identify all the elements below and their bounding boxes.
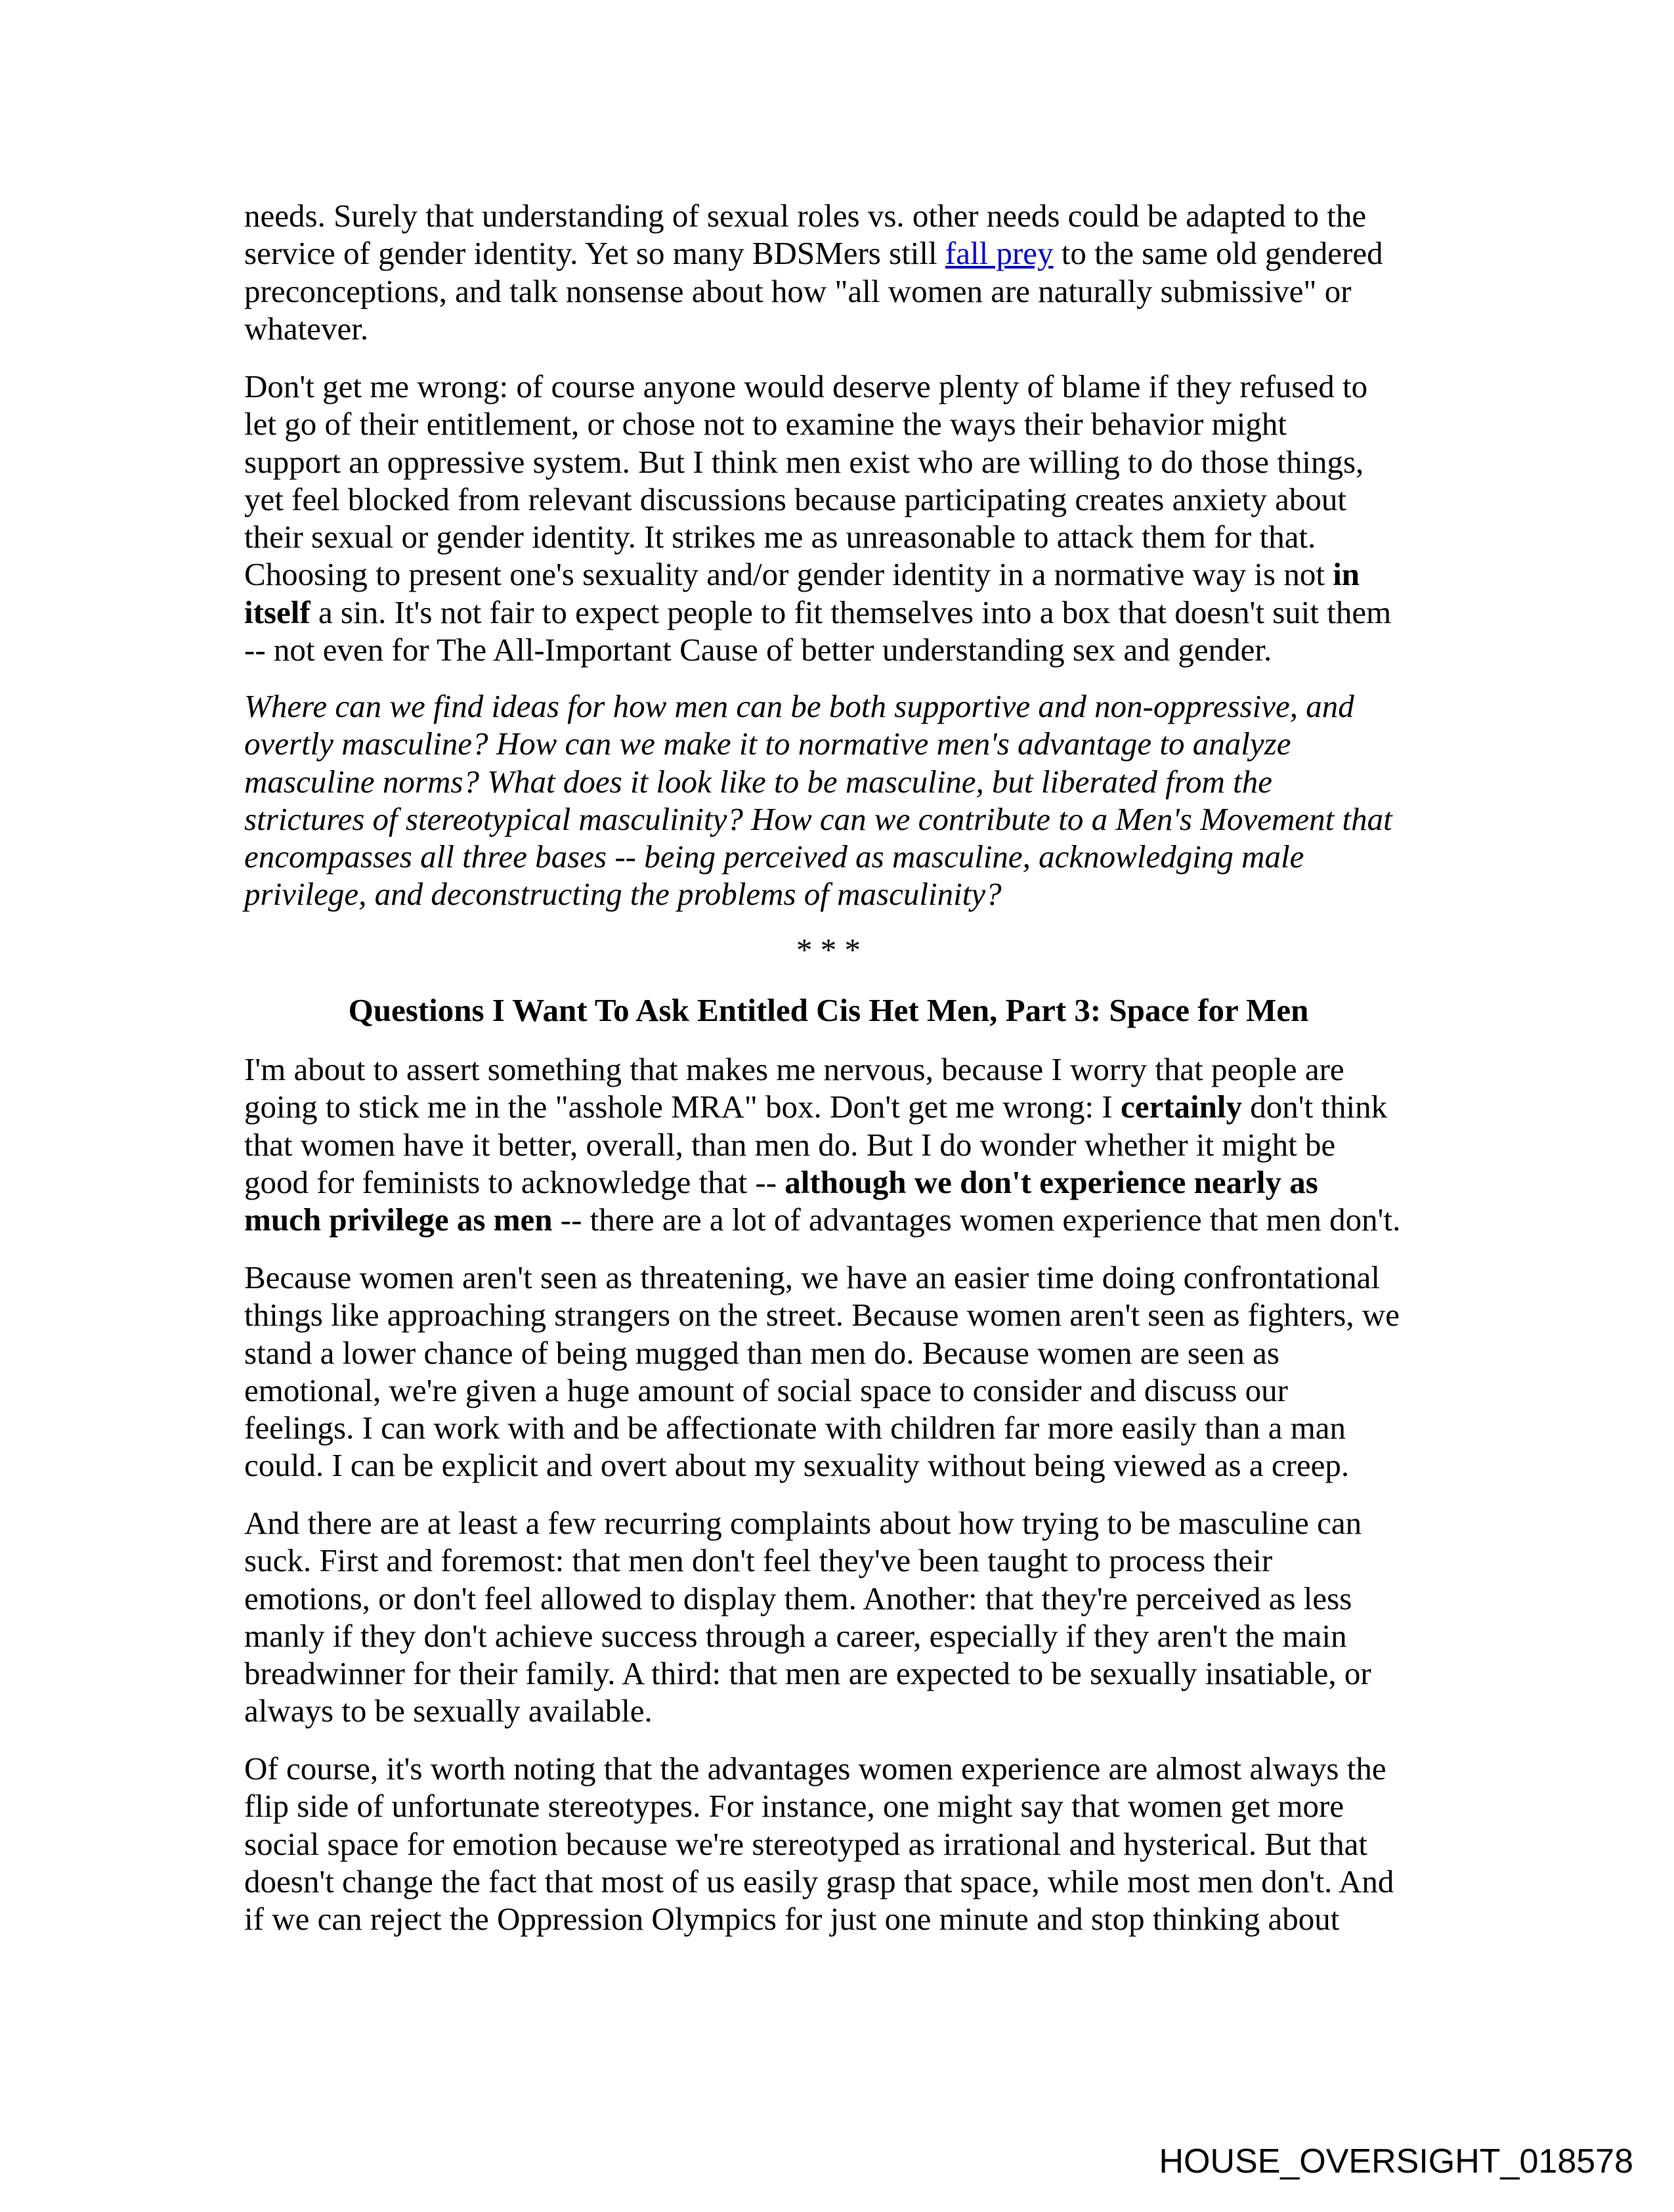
text-line — [244, 1088, 1426, 1125]
text-run: good for feminists to acknowledge that -- — [244, 1163, 785, 1200]
text-line — [244, 518, 1426, 555]
text-run: going to stick me in the "asshole MRA" box. Don't get me wrong: I — [244, 1089, 1121, 1125]
text-run: always to be sexually available. — [244, 1693, 653, 1729]
text-run: if we can reject the Oppression Olympics for just one minute and stop thinking about — [244, 1901, 1340, 1938]
text-run: whatever. — [244, 310, 369, 347]
paragraph — [244, 197, 1426, 347]
text-line — [244, 481, 1426, 518]
text-line — [244, 1504, 1426, 1542]
text-run: a sin. It's not fair to expect people to fit themselves into a box that doesn't suit them — [310, 594, 1392, 630]
text-run: yet feel blocked from relevant discussions because participating creates anxiety about — [244, 481, 1346, 517]
section-heading: Questions I Want To Ask Entitled Cis Het Men, Part 3: Space for Men — [348, 992, 1309, 1028]
text-run: flip side of unfortunate stereotypes. For instance, one might say that women get more — [244, 1788, 1344, 1825]
text-line — [244, 838, 1426, 875]
text-run: Of course, it's worth noting that the advantages women experience are almost always the — [244, 1750, 1386, 1787]
text-line — [244, 1617, 1426, 1655]
text-line — [244, 1787, 1426, 1825]
text-run: doesn't change the fact that most of us easily grasp that space, while most men don't. And — [244, 1863, 1394, 1899]
text-run: could. I can be explicit and overt about my sexuality without being viewed as a creep. — [244, 1447, 1350, 1484]
text-line — [244, 197, 1426, 234]
text-run: And there are at least a few recurring complaints about how trying to be masculine can — [244, 1505, 1362, 1541]
bates-stamp: HOUSE_OVERSIGHT_018578 — [1159, 2142, 1633, 2180]
text-run: I'm about to assert something that makes me nervous, because I worry that people are — [244, 1051, 1344, 1087]
text-run: preconceptions, and talk nonsense about how "all women are naturally submissive" or — [244, 272, 1352, 309]
text-line — [244, 1409, 1426, 1446]
paragraph — [244, 1051, 1426, 1238]
text-run: breadwinner for their family. A third: that men are expected to be sexually insatiable, or — [244, 1655, 1371, 1692]
text-line — [244, 763, 1426, 800]
text-run: overtly masculine? How can we make it to normative men's advantage to analyze — [244, 726, 1291, 762]
section-separator: * * * — [796, 932, 861, 968]
text-line — [244, 1163, 1426, 1201]
text-line — [244, 1825, 1426, 1863]
text-line — [244, 1900, 1426, 1938]
text-run: masculine norms? What does it look like to be masculine, but liberated from the — [244, 763, 1272, 800]
text-run: encompasses all three bases -- being perceived as masculine, acknowledging male — [244, 838, 1304, 875]
text-line — [244, 368, 1426, 405]
text-line — [244, 1126, 1426, 1163]
text-run: to the same old gendered — [1053, 235, 1383, 272]
text-line — [244, 1051, 1426, 1088]
text-line — [244, 1863, 1426, 1900]
text-line — [244, 631, 1426, 668]
text-run: social space for emotion because we're stereotyped as irrational and hysterical. But that — [244, 1825, 1367, 1862]
bold-text: in — [1333, 556, 1360, 593]
italic-paragraph — [244, 687, 1426, 913]
text-line — [244, 594, 1426, 631]
paragraph — [244, 1259, 1426, 1485]
text-line — [244, 1655, 1426, 1692]
text-run: Don't get me wrong: of course anyone would deserve plenty of blame if they refused to — [244, 368, 1368, 404]
text-run: emotions, or don't feel allowed to display them. Another: that they're perceived as less — [244, 1580, 1352, 1616]
paragraph — [244, 1504, 1426, 1730]
text-run: emotional, we're given a huge amount of social space to consider and discuss our — [244, 1372, 1288, 1408]
text-line — [244, 800, 1426, 838]
bold-text: certainly — [1120, 1089, 1242, 1125]
text-line — [244, 555, 1426, 593]
text-line — [244, 687, 1426, 725]
text-line — [244, 443, 1426, 481]
text-run: feelings. I can work with and be affectionate with children far more easily than a man — [244, 1410, 1346, 1446]
text-line — [244, 1580, 1426, 1617]
text-run: manly if they don't achieve success through a career, especially if they aren't the main — [244, 1617, 1347, 1654]
text-run: -- not even for The All-Important Cause of better understanding sex and gender. — [244, 632, 1272, 668]
text-line — [244, 1201, 1426, 1238]
text-run: don't think — [1242, 1089, 1388, 1125]
text-run: let go of their entitlement, or chose not to examine the ways their behavior might — [244, 406, 1287, 443]
text-line — [244, 1750, 1426, 1787]
text-run: privilege, and deconstructing the problems of masculinity? — [244, 876, 1002, 913]
text-run: Choosing to present one's sexuality and/or gender identity in a normative way is not — [244, 556, 1333, 593]
text-line — [244, 1542, 1426, 1579]
text-line — [244, 310, 1426, 347]
bold-text: much privilege as men — [244, 1202, 553, 1238]
text-run: their sexual or gender identity. It strikes me as unreasonable to attack them for that. — [244, 519, 1316, 555]
text-run: -- there are a lot of advantages women experience that men don't. — [552, 1202, 1401, 1238]
inline-link[interactable]: fall prey — [945, 235, 1054, 272]
paragraph — [244, 368, 1426, 668]
text-run: service of gender identity. Yet so many BDSMers still — [244, 235, 945, 272]
text-run: stand a lower chance of being mugged than men do. Because women are seen as — [244, 1334, 1279, 1371]
text-line — [244, 1692, 1426, 1729]
bold-text: although we don't experience nearly as — [784, 1163, 1318, 1200]
text-run: needs. Surely that understanding of sexual roles vs. other needs could be adapted to the — [244, 198, 1367, 234]
bold-text: itself — [244, 594, 311, 630]
text-line — [244, 875, 1426, 913]
text-run: suck. First and foremost: that men don't feel they've been taught to process their — [244, 1542, 1273, 1579]
text-run: Where can we find ideas for how men can be both supportive and non-oppressive, and — [244, 688, 1354, 724]
text-line — [244, 1259, 1426, 1296]
text-run: support an oppressive system. But I think men exist who are willing to do those things, — [244, 443, 1364, 480]
text-line — [244, 1446, 1426, 1484]
text-line — [244, 1334, 1426, 1372]
text-line — [244, 1296, 1426, 1334]
text-line — [244, 1372, 1426, 1409]
text-line — [244, 405, 1426, 443]
text-line — [244, 272, 1426, 310]
text-run: that women have it better, overall, than men do. But I do wonder whether it might be — [244, 1126, 1336, 1163]
text-run: things like approaching strangers on the street. Because women aren't seen as fighters, we — [244, 1297, 1400, 1334]
text-line — [244, 725, 1426, 762]
text-run: strictures of stereotypical masculinity? How can we contribute to a Men's Movement that — [244, 800, 1392, 837]
text-run: Because women aren't seen as threatening, we have an easier time doing confrontational — [244, 1259, 1380, 1295]
paragraph — [244, 1750, 1426, 1938]
text-line — [244, 234, 1426, 272]
